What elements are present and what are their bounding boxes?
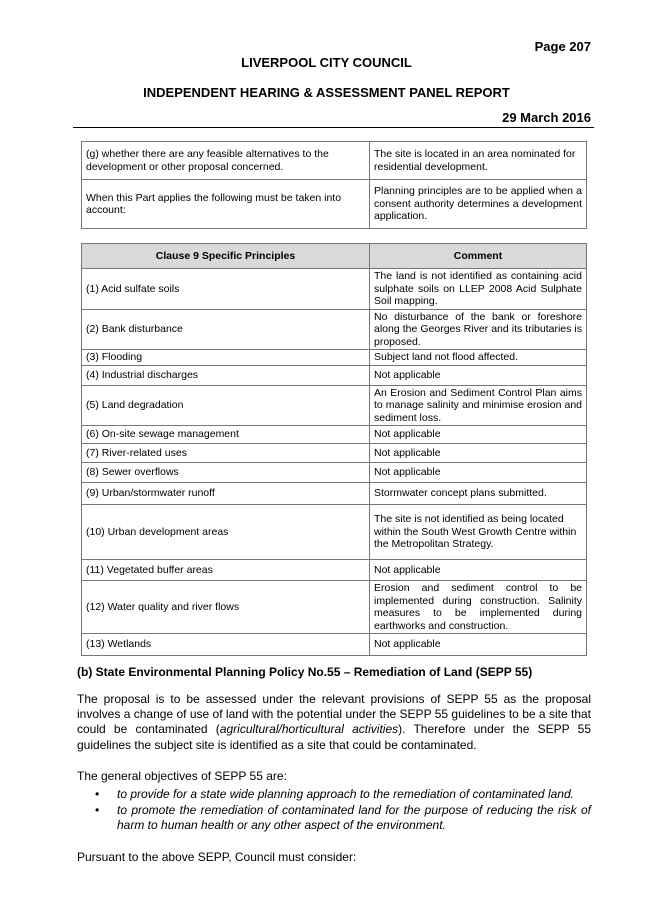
table-cell-left: (7) River-related uses <box>82 444 370 463</box>
table-cell-left: (10) Urban development areas <box>82 505 370 560</box>
table-cell-right: An Erosion and Sediment Control Plan aims to manage salinity and minimise erosion and sediment loss. <box>370 385 587 426</box>
table-cell-left: (6) On-site sewage management <box>82 426 370 444</box>
table-cell-right: Planning principles are to be applied when a consent authority determines a development application. <box>370 180 587 229</box>
table-row <box>82 142 587 180</box>
table-cell-right: Not applicable <box>370 634 587 656</box>
table-row <box>82 180 587 229</box>
table-cell-right: Subject land not flood affected. <box>370 350 587 366</box>
table-cell-left: (9) Urban/stormwater runoff <box>82 483 370 505</box>
report-date: 29 March 2016 <box>502 110 591 125</box>
table-cell-left: (1) Acid sulfate soils <box>82 269 370 310</box>
clause9-principles-table <box>81 243 587 656</box>
table-row <box>82 269 587 310</box>
column-header-principles: Clause 9 Specific Principles <box>82 244 370 269</box>
paragraph: The general objectives of SEPP 55 are: <box>77 769 287 783</box>
bullet-icon: • <box>95 787 100 801</box>
table-header-row <box>82 244 587 269</box>
paragraph-text: The proposal is to be assessed under the relevant provisions of SEPP 55 as the proposal involves a change of use of land with the potential under the SEPP 55 guidelines to be a site that could be contaminated ( <box>77 692 591 737</box>
paragraph <box>77 692 591 753</box>
table-cell-left: (g) whether there are any feasible alternatives to the development or other proposal concerned. <box>82 142 370 180</box>
list-item-text: to promote the remediation of contaminated land for the purpose of reducing the risk of harm to human health or any other aspect of the environment. <box>117 803 591 833</box>
table-row <box>82 350 587 366</box>
bullet-icon: • <box>95 803 100 818</box>
list-item-text: to provide for a state wide planning approach to the remediation of contaminated land. <box>117 787 574 801</box>
report-title: INDEPENDENT HEARING & ASSESSMENT PANEL REPORT <box>143 85 510 100</box>
table-cell-right: Not applicable <box>370 426 587 444</box>
header-rule <box>73 127 594 128</box>
list-item <box>77 787 591 802</box>
table-row <box>82 505 587 560</box>
table-cell-right: Not applicable <box>370 463 587 483</box>
table-row <box>82 581 587 634</box>
table-row <box>82 560 587 581</box>
table-row <box>82 365 587 385</box>
table-cell-left: (5) Land degradation <box>82 385 370 426</box>
council-name: LIVERPOOL CITY COUNCIL <box>241 55 412 70</box>
section-heading: (b) State Environmental Planning Policy No.55 – Remediation of Land (SEPP 55) <box>77 665 533 679</box>
table-row <box>82 463 587 483</box>
objectives-list <box>77 787 591 835</box>
table-cell-right: Not applicable <box>370 365 587 385</box>
table-row <box>82 385 587 426</box>
table-cell-right: Not applicable <box>370 560 587 581</box>
table-cell-left: (13) Wetlands <box>82 634 370 656</box>
table-cell-left: (3) Flooding <box>82 350 370 366</box>
list-item <box>77 803 591 833</box>
considerations-table <box>81 141 587 229</box>
table-row <box>82 483 587 505</box>
table-cell-left: (2) Bank disturbance <box>82 309 370 350</box>
table-cell-right: Erosion and sediment control to be implemented during construction. Salinity measures to be implemented during earthworks and construction. <box>370 581 587 634</box>
table-row <box>82 634 587 656</box>
table-cell-left: (4) Industrial discharges <box>82 365 370 385</box>
table-cell-right: Not applicable <box>370 444 587 463</box>
paragraph-text: ). Therefore under the SEPP 55 guidelines the subject site is identified as a site that could be contaminated. <box>77 722 591 752</box>
paragraph: Pursuant to the above SEPP, Council must consider: <box>77 850 357 864</box>
table-cell-right: The land is not identified as containing acid sulphate soils on LLEP 2008 Acid Sulphate Soil mapping. <box>370 269 587 310</box>
table-row <box>82 444 587 463</box>
column-header-comment: Comment <box>370 244 587 269</box>
table-cell-left: When this Part applies the following must be taken into account: <box>82 180 370 229</box>
table-cell-right: Stormwater concept plans submitted. <box>370 483 587 505</box>
table-row <box>82 426 587 444</box>
table-cell-right: No disturbance of the bank or foreshore along the Georges River and its tributaries is proposed. <box>370 309 587 350</box>
table-cell-right: The site is not identified as being located within the South West Growth Centre within the Metropolitan Strategy. <box>370 505 587 560</box>
page-number: Page 207 <box>534 39 591 54</box>
table-cell-left: (12) Water quality and river flows <box>82 581 370 634</box>
table-cell-left: (8) Sewer overflows <box>82 463 370 483</box>
table-cell-right: The site is located in an area nominated for residential development. <box>370 142 587 180</box>
table-cell-left: (11) Vegetated buffer areas <box>82 560 370 581</box>
paragraph-italic-text: agricultural/horticultural activities <box>219 722 399 737</box>
table-row <box>82 309 587 350</box>
